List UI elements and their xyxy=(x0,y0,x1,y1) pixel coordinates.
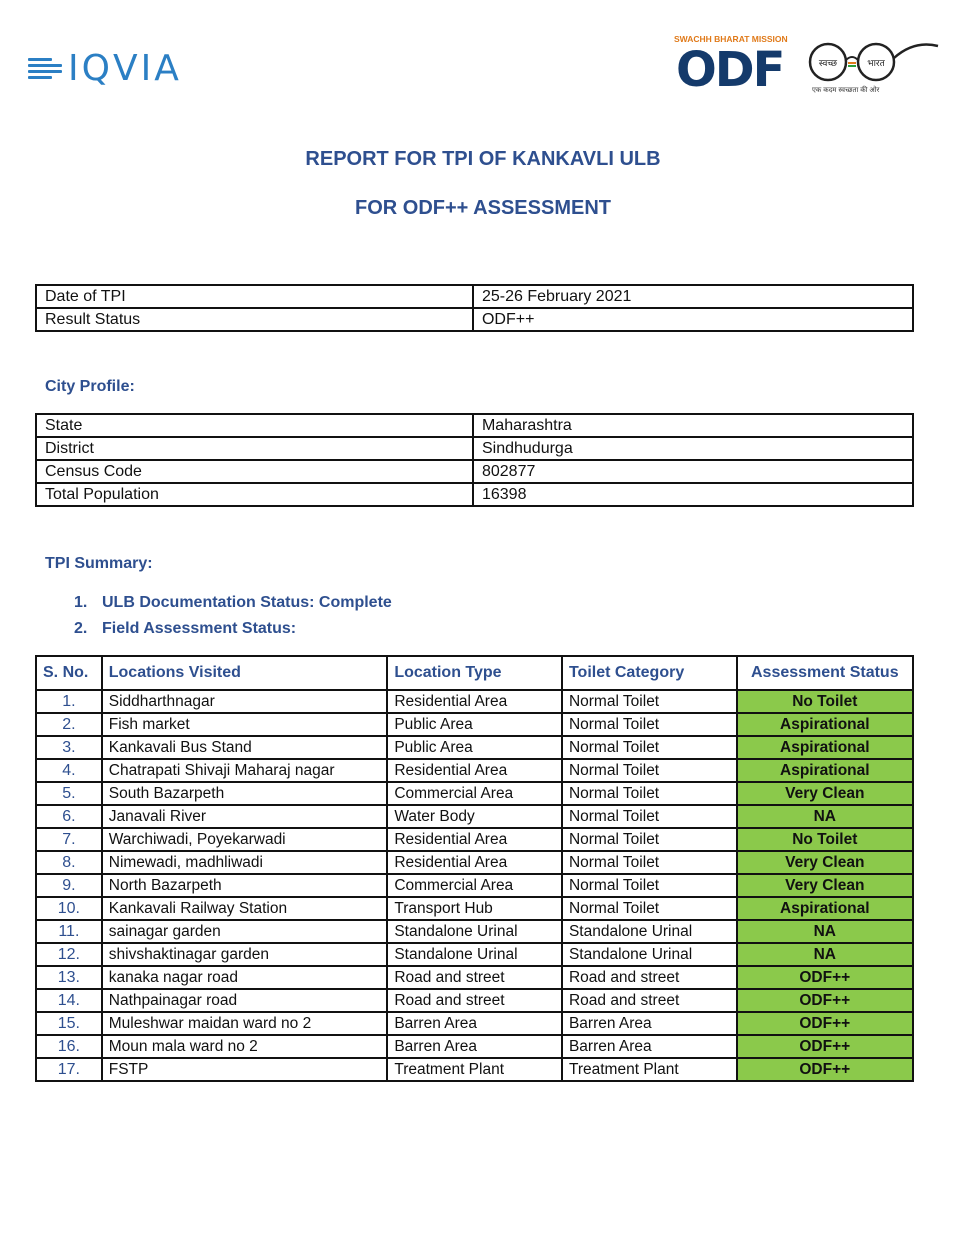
cell-category: Normal Toilet xyxy=(562,874,737,897)
cell-status-badge: No Toilet xyxy=(737,690,913,713)
cell-category: Road and street xyxy=(562,966,737,989)
cell-sno: 15. xyxy=(36,1012,102,1035)
cell-status-badge: ODF++ xyxy=(737,989,913,1012)
cell-location: Kankavali Railway Station xyxy=(102,897,388,920)
cell-location: kanaka nagar road xyxy=(102,966,388,989)
cell-sno: 14. xyxy=(36,989,102,1012)
cell-category: Normal Toilet xyxy=(562,713,737,736)
cell-type: Road and street xyxy=(387,989,562,1012)
cell-category: Normal Toilet xyxy=(562,759,737,782)
table-row xyxy=(36,483,913,506)
table-row xyxy=(36,828,913,851)
cell-location: Chatrapati Shivaji Maharaj nagar xyxy=(102,759,388,782)
cell-status-badge: Very Clean xyxy=(737,851,913,874)
table-row xyxy=(36,1035,913,1058)
spectacles-icon xyxy=(804,36,944,86)
row-label: Census Code xyxy=(36,460,473,483)
field-assessment-table xyxy=(35,655,914,1082)
cell-category: Normal Toilet xyxy=(562,897,737,920)
table-row xyxy=(36,805,913,828)
cell-category: Treatment Plant xyxy=(562,1058,737,1081)
cell-location: North Bazarpeth xyxy=(102,874,388,897)
cell-sno: 3. xyxy=(36,736,102,759)
cell-category: Normal Toilet xyxy=(562,690,737,713)
header-sno: S. No. xyxy=(36,656,102,690)
cell-sno: 5. xyxy=(36,782,102,805)
cell-type: Barren Area xyxy=(387,1012,562,1035)
cell-status-badge: Aspirational xyxy=(737,713,913,736)
cell-type: Public Area xyxy=(387,713,562,736)
iqvia-logo xyxy=(28,48,203,89)
row-label: District xyxy=(36,437,473,460)
city-profile-table xyxy=(35,413,914,507)
tpi-summary-item-text: Field Assessment Status: xyxy=(102,620,297,637)
report-title-line1: REPORT FOR TPI OF KANKAVLI ULB xyxy=(305,148,661,170)
table-row xyxy=(36,460,913,483)
table-row xyxy=(36,414,913,437)
cell-type: Commercial Area xyxy=(387,782,562,805)
cell-status-badge: No Toilet xyxy=(737,828,913,851)
cell-type: Residential Area xyxy=(387,690,562,713)
cell-category: Standalone Urinal xyxy=(562,920,737,943)
cell-location: sainagar garden xyxy=(102,920,388,943)
cell-location: Moun mala ward no 2 xyxy=(102,1035,388,1058)
specs-tagline: एक कदम स्वच्छता की ओर xyxy=(812,87,880,94)
table-row xyxy=(36,920,913,943)
tpi-summary-item-1 xyxy=(74,594,392,612)
cell-category: Normal Toilet xyxy=(562,828,737,851)
table-row xyxy=(36,966,913,989)
cell-type: Public Area xyxy=(387,736,562,759)
cell-sno: 12. xyxy=(36,943,102,966)
cell-sno: 7. xyxy=(36,828,102,851)
cell-location: Siddharthnagar xyxy=(102,690,388,713)
cell-category: Barren Area xyxy=(562,1035,737,1058)
tpi-summary-item-text: ULB Documentation Status: Complete xyxy=(102,594,392,611)
iqvia-logo-text: IQVIA xyxy=(68,48,182,89)
odf-mission-text: SWACHH BHARAT MISSION xyxy=(674,34,788,44)
header-location: Locations Visited xyxy=(102,656,388,690)
cell-type: Barren Area xyxy=(387,1035,562,1058)
cell-category: Road and street xyxy=(562,989,737,1012)
cell-status-badge: ODF++ xyxy=(737,1012,913,1035)
cell-type: Standalone Urinal xyxy=(387,920,562,943)
row-label: Date of TPI xyxy=(36,285,473,308)
tpi-result-table xyxy=(35,284,914,332)
tpi-summary-item-num: 2. xyxy=(74,620,88,637)
specs-left-text: स्वच्छ xyxy=(818,59,838,69)
cell-status-badge: ODF++ xyxy=(737,966,913,989)
cell-location: Fish market xyxy=(102,713,388,736)
tpi-summary-item-2 xyxy=(74,620,296,638)
city-profile-heading: City Profile: xyxy=(45,378,135,395)
table-row xyxy=(36,989,913,1012)
iqvia-bars-icon xyxy=(28,58,64,82)
cell-category: Barren Area xyxy=(562,1012,737,1035)
row-value: 16398 xyxy=(473,483,913,506)
row-value: 802877 xyxy=(473,460,913,483)
row-label: Total Population xyxy=(36,483,473,506)
cell-type: Road and street xyxy=(387,966,562,989)
header-category: Toilet Category xyxy=(562,656,737,690)
odf-logo xyxy=(672,34,792,96)
cell-sno: 13. xyxy=(36,966,102,989)
cell-sno: 2. xyxy=(36,713,102,736)
cell-location: shivshaktinagar garden xyxy=(102,943,388,966)
cell-category: Normal Toilet xyxy=(562,736,737,759)
cell-status-badge: Aspirational xyxy=(737,897,913,920)
cell-sno: 1. xyxy=(36,690,102,713)
header-status: Assessment Status xyxy=(737,656,913,690)
cell-location: Muleshwar maidan ward no 2 xyxy=(102,1012,388,1035)
tpi-summary-heading: TPI Summary: xyxy=(45,555,153,572)
cell-category: Normal Toilet xyxy=(562,851,737,874)
table-row xyxy=(36,285,913,308)
cell-status-badge: NA xyxy=(737,805,913,828)
table-row xyxy=(36,897,913,920)
table-row xyxy=(36,759,913,782)
cell-category: Normal Toilet xyxy=(562,782,737,805)
cell-type: Standalone Urinal xyxy=(387,943,562,966)
cell-status-badge: Very Clean xyxy=(737,782,913,805)
table-row xyxy=(36,1012,913,1035)
odf-logo-text: ODF xyxy=(676,42,784,98)
cell-location: South Bazarpeth xyxy=(102,782,388,805)
report-title-line2: FOR ODF++ ASSESSMENT xyxy=(355,197,611,219)
table-row xyxy=(36,1058,913,1081)
cell-sno: 4. xyxy=(36,759,102,782)
cell-location: Janavali River xyxy=(102,805,388,828)
cell-type: Commercial Area xyxy=(387,874,562,897)
header-type: Location Type xyxy=(387,656,562,690)
row-value: Maharashtra xyxy=(473,414,913,437)
cell-status-badge: Very Clean xyxy=(737,874,913,897)
specs-right-text: भारत xyxy=(867,59,885,69)
table-row xyxy=(36,713,913,736)
cell-status-badge: NA xyxy=(737,943,913,966)
cell-location: Kankavali Bus Stand xyxy=(102,736,388,759)
table-row xyxy=(36,308,913,331)
tpi-summary-item-num: 1. xyxy=(74,594,88,611)
row-label: Result Status xyxy=(36,308,473,331)
row-value: ODF++ xyxy=(473,308,913,331)
table-row xyxy=(36,690,913,713)
table-row xyxy=(36,851,913,874)
cell-status-badge: Aspirational xyxy=(737,759,913,782)
table-row xyxy=(36,782,913,805)
cell-location: Warchiwadi, Poyekarwadi xyxy=(102,828,388,851)
cell-location: Nathpainagar road xyxy=(102,989,388,1012)
cell-type: Transport Hub xyxy=(387,897,562,920)
swachh-bharat-spectacles-logo xyxy=(804,36,944,96)
cell-status-badge: NA xyxy=(737,920,913,943)
cell-type: Residential Area xyxy=(387,851,562,874)
cell-type: Treatment Plant xyxy=(387,1058,562,1081)
cell-sno: 6. xyxy=(36,805,102,828)
cell-sno: 10. xyxy=(36,897,102,920)
cell-location: Nimewadi, madhliwadi xyxy=(102,851,388,874)
cell-type: Residential Area xyxy=(387,759,562,782)
row-value: Sindhudurga xyxy=(473,437,913,460)
cell-location: FSTP xyxy=(102,1058,388,1081)
cell-category: Normal Toilet xyxy=(562,805,737,828)
table-row xyxy=(36,874,913,897)
cell-type: Residential Area xyxy=(387,828,562,851)
cell-sno: 9. xyxy=(36,874,102,897)
cell-type: Water Body xyxy=(387,805,562,828)
cell-category: Standalone Urinal xyxy=(562,943,737,966)
row-label: State xyxy=(36,414,473,437)
cell-status-badge: Aspirational xyxy=(737,736,913,759)
cell-sno: 16. xyxy=(36,1035,102,1058)
row-value: 25-26 February 2021 xyxy=(473,285,913,308)
cell-sno: 17. xyxy=(36,1058,102,1081)
cell-status-badge: ODF++ xyxy=(737,1058,913,1081)
table-row xyxy=(36,736,913,759)
cell-status-badge: ODF++ xyxy=(737,1035,913,1058)
table-row xyxy=(36,943,913,966)
table-header-row xyxy=(36,656,913,690)
table-row xyxy=(36,437,913,460)
cell-sno: 11. xyxy=(36,920,102,943)
cell-sno: 8. xyxy=(36,851,102,874)
